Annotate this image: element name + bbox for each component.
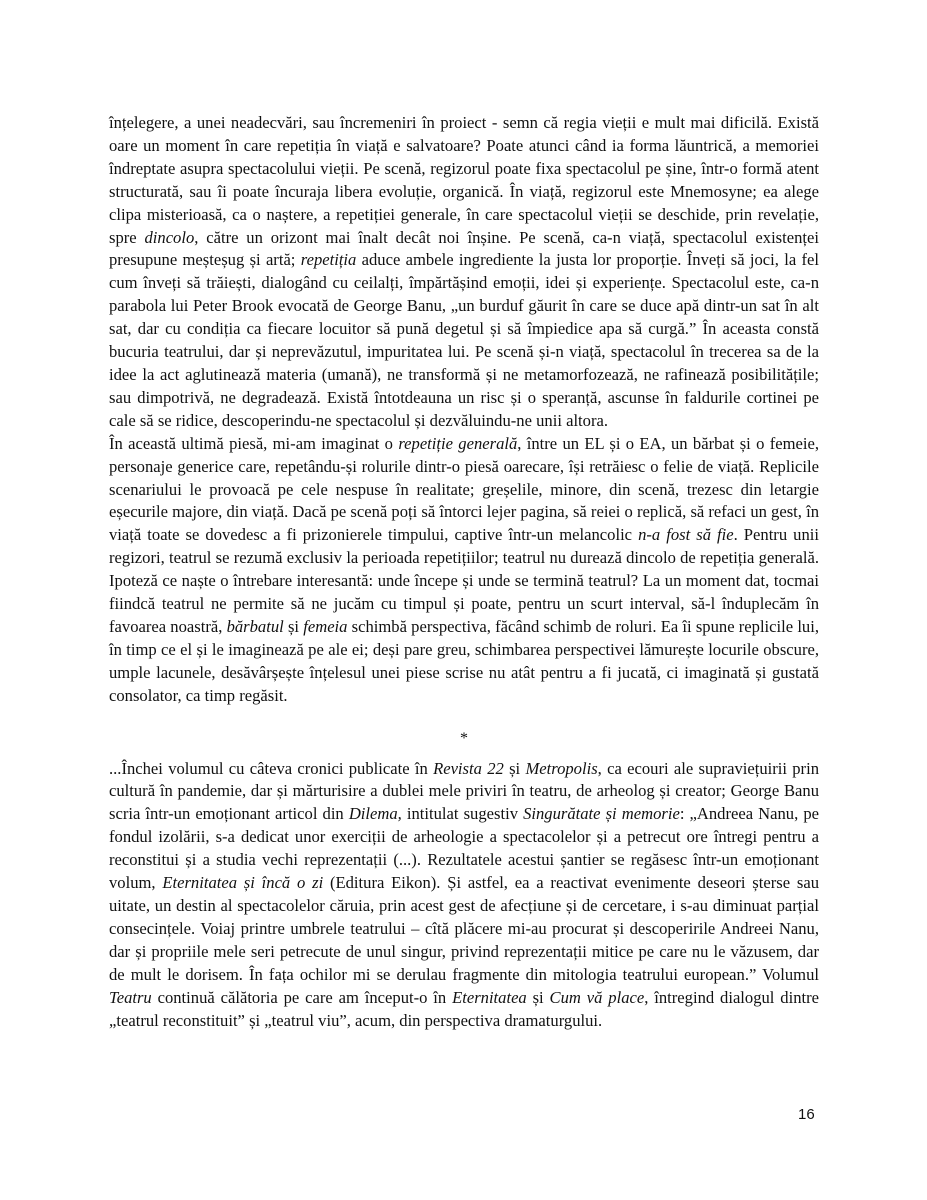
italic-phrase: repetiție generală [398, 433, 518, 453]
page-number: 16 [798, 1106, 815, 1123]
paragraph-last-play [109, 433, 819, 708]
text-run: În această ultimă piesă, mi-am imaginat o [109, 433, 399, 453]
italic-phrase: Revista 22 [433, 758, 504, 778]
text-run: . Pentru unii regizori, teatrul se rezumă exclusiv la perioada repetițiilor; teatrul nu durează dincolo de repetiția generală. Ipoteză ce naște o întrebare interesantă: unde începe și unde se termină teatrul? La un moment dat, tocmai fiindcă teatrul ne permite să ne jucăm cu timpul și poate, pentru un scurt interval, să-l înduplecăm în favoarea noastră, [109, 525, 819, 636]
text-run: aduce ambele ingrediente la justa lor proporție. Înveți să joci, la fel cum înveți să trăiești, dialogând cu ceilalți, împărtășind emoții, idei și experiențe. Spectacolul este, ca-n parabola lui Peter Brook evocată de George Banu, „un burduf găurit în care se duce apă dintr-un sat în alt sat, dar cu condiția ca fiecare locuitor să pună degetul și să împiedice apa să curgă.” În aceasta constă bucuria teatrului, dar și neprevăzutul, impuritatea lui. Pe scenă și-n viață, spectacolul în trecerea sa de la idee la act aglutinează materia (umană), ne transformă și ne metamorfozează, ne rafinează posibilitățile; sau dimpotrivă, ne degradează. Există întotdeauna un risc și o speranță, ascunse în faldurile cortinei pe cale să se ridice, descoperindu-ne spectacolul și dezvăluindu-ne unii altora. [109, 250, 820, 430]
italic-phrase: bărbatul [226, 616, 284, 636]
text-run: intitulat sugestiv [401, 804, 524, 824]
paragraph-rehearsal-life [109, 112, 819, 433]
italic-phrase: n-a fost să fie [638, 525, 734, 545]
italic-phrase: Eternitatea și încă o zi [162, 873, 324, 893]
text-run: (Editura Eikon). Și astfel, ea a reactivat evenimente deseori șterse sau uitate, un destin al spectacolelor căruia, prin acest gest de afecțiune și de cercetare, i s-au diminuat parțial consecințele. Voiaj printre umbrele teatrului – cîtă plăcere mi-au procurat și descoperirile Andreei Nanu, dar și propriile mele seri petrecute de unul singur, privind reprezentații mitice pe care nu le văzusem, dar de mult le dorisem. În fața ochilor mi se derulau fragmente din mitologia teatrului european.” Volumul [109, 873, 819, 984]
text-run: , întregind dialogul dintre „teatrul reconstituit” și „teatrul viu”, acum, din perspectiva dramaturgului. [109, 987, 819, 1030]
text-run: continuă călătoria pe care am început-o în [151, 987, 453, 1007]
italic-phrase: Singurătate și memorie [523, 804, 680, 824]
italic-phrase: Metropolis [525, 758, 598, 778]
document-page [109, 112, 819, 1032]
text-run: înțelegere, a unei neadecvări, sau încremeniri în proiect - semn că regia vieții e mult mai dificilă. Există oare un moment în care repetiția în viață e salvatoare? Poate atunci când ia forma lăuntrică, a memoriei îndreptate asupra spectacolului vieții. Pe scenă, regizorul poate fixa spectacolul pe șine, într-o formă atent structurată, sau îi poate încuraja libera evoluție, organică. În viață, regizorul este Mnemosyne; ea alege clipa misterioasă, ca o naștere, a repetiției generale, în care spectacolul vieții se deschide, prin revelație, spre [109, 113, 819, 247]
italic-phrase: Dilema, [348, 804, 402, 824]
italic-phrase: repetiția [300, 250, 357, 270]
text-run: : „Andreea Nanu, pe fondul izolării, s-a dedicat unor exerciții de arheologie a spectacolelor și a petrecut ore întregi pentru a reconstitui și a studia vechi reprezentații (...). Rezultatele acestui șantier se regăsesc într-un emoționant volum, [109, 804, 819, 893]
italic-phrase: Eternitatea [452, 987, 527, 1007]
text-run: ...Închei volumul cu câteva cronici publicate în [109, 758, 434, 778]
italic-phrase: dincolo [144, 227, 195, 247]
text-run: , către un orizont mai înalt decât noi înșine. Pe scenă, ca-n viață, spectacolul existenței presupune meșteșug și artă; [109, 227, 819, 270]
text-run: și [526, 987, 550, 1007]
text-run: și [503, 758, 526, 778]
italic-phrase: femeia [303, 616, 348, 636]
text-run: , între un EL și o EA, un bărbat și o femeie, personaje generice care, repetându-și rolurile dintr-o piesă oarecare, își retrăiesc o felie de viață. Replicile scenariului le provoacă pe cele nespuse în realitate; greșelile, minore, din scenă, trezesc din letargie eșecurile majore, din viață. Dacă pe scenă poți să întorci lejer pagina, să reiei o replică, să refaci un gest, în viață toate se dovedesc a fi prizonierele timpului, captive într-un melancolic [109, 433, 820, 545]
text-run: și [283, 616, 304, 636]
italic-phrase: Cum vă place [549, 987, 645, 1007]
paragraph-chronicles [109, 758, 819, 1033]
text-run: , ca ecouri ale supraviețuirii prin cultură în pandemie, dar și mărturisire a dublei mele priviri în teatru, de arheolog și creator; George Banu scria într-un emoționant articol din [109, 758, 819, 824]
text-run: schimbă perspectiva, făcând schimb de roluri. Ea îi spune replicile lui, în timp ce el și le imaginează pe ale ei; deși pare greu, schimbarea perspectivei lămurește locurile obscure, umple lacunele, desăvârșește înțelesul unei piese scrise nu atât pentru a fi jucată, ci imaginată și gustată consolator, ca timp regăsit. [109, 616, 819, 705]
italic-phrase: Teatru [109, 987, 152, 1007]
section-separator: * [460, 729, 468, 747]
document-body [109, 112, 819, 1032]
